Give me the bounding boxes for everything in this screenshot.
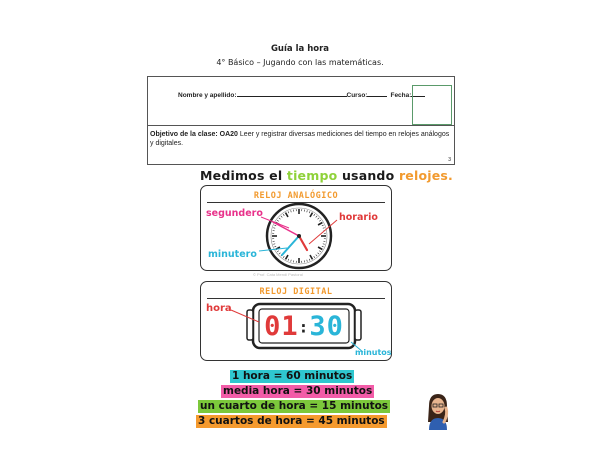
- label-seconds-hand: segundero: [206, 208, 263, 219]
- digital-separator: :: [298, 317, 310, 337]
- name-label: Nombre y apellido:: [178, 92, 237, 99]
- corner-mark: 3: [448, 157, 451, 163]
- objective: [150, 130, 450, 148]
- digital-hour: 01: [264, 311, 299, 342]
- objective-code: OA20: [219, 131, 238, 138]
- photo-box: [412, 85, 452, 125]
- label-hour-hand: horario: [339, 212, 378, 223]
- analog-clock-panel: [200, 185, 392, 277]
- digital-minutes: 30: [309, 311, 344, 342]
- analog-title: RELOJ ANALÓGICO: [207, 190, 385, 203]
- page-title: Guía la hora: [270, 44, 330, 54]
- equivalence-half-hour: media hora = 30 minutos: [223, 385, 373, 397]
- watermark: © Prof. Cata Mendi Pastoral: [253, 272, 303, 277]
- divider: [148, 125, 454, 126]
- course-field[interactable]: [367, 90, 387, 97]
- equivalence-hour: 1 hora = 60 minutos: [232, 370, 353, 382]
- student-info-box: [147, 76, 455, 165]
- poster-headline: [200, 168, 453, 183]
- objective-text: Leer y registrar diversas mediciones del tiempo en relojes análogos y digitales.: [150, 131, 450, 147]
- course-label: Curso:: [346, 92, 368, 99]
- digital-clock-panel: [200, 281, 392, 361]
- headline-word-orange: relojes.: [398, 168, 454, 183]
- headline-part2: usando: [341, 168, 395, 183]
- label-minutes: minutos: [355, 348, 392, 357]
- headline-part1: Medimos el: [200, 168, 283, 183]
- label-minute-hand: minutero: [208, 249, 257, 260]
- label-hour: hora: [206, 303, 232, 314]
- objective-label: Objetivo de la clase:: [150, 131, 218, 138]
- digital-title: RELOJ DIGITAL: [207, 286, 385, 299]
- teacher-avatar-icon: [425, 392, 451, 430]
- page-subtitle: 4° Básico – Jugando con las matemáticas.: [216, 58, 384, 67]
- name-field[interactable]: [237, 90, 347, 97]
- date-label: Fecha:: [390, 92, 412, 99]
- equivalence-quarter-hour: un cuarto de hora = 15 minutos: [200, 400, 389, 412]
- headline-word-green: tiempo: [286, 168, 338, 183]
- digital-display: [259, 312, 349, 343]
- name-row: [178, 90, 425, 99]
- equivalence-three-quarters: 3 cuartos de hora = 45 minutos: [198, 415, 385, 427]
